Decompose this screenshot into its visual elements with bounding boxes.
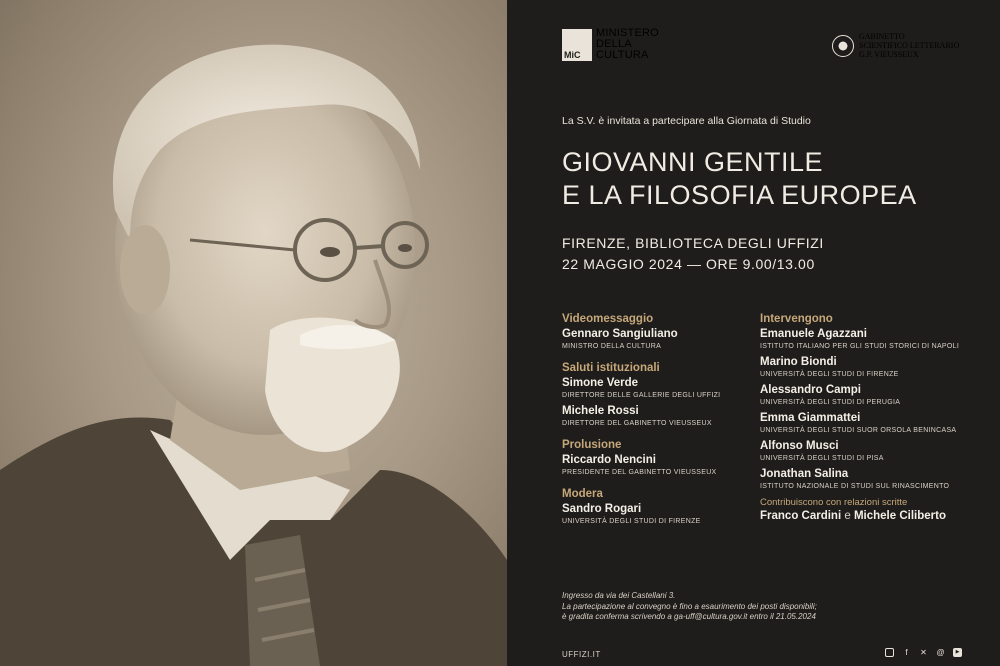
seal-icon [832,35,854,57]
speaker-name: Alessandro Campi [760,384,861,396]
contributor-conjunction: e [844,510,851,522]
mic-badge-text: MiC [564,49,581,60]
speaker-role: ISTITUTO ITALIANO PER GLI STUDI STORICI DI NAPOLI [760,343,960,350]
speaker-name: Emanuele Agazzani [760,328,867,340]
section-label-modera: Modera [562,488,603,500]
section-label-intervengono: Intervengono [760,313,833,325]
speaker-name: Michele Rossi [562,405,639,417]
venue-line: FIRENZE, BIBLIOTECA DEGLI UFFIZI [562,235,824,251]
venue-date [562,233,824,275]
speaker-role: UNIVERSITÀ DEGLI STUDI SUOR ORSOLA BENINCASA [760,427,957,434]
speaker-role: ISTITUTO NAZIONALE DI STUDI SUL RINASCIMENTO [760,483,950,490]
invitation-text: La S.V. è invitata a partecipare alla Giornata di Studio [562,115,811,127]
speaker-role: MINISTRO DELLA CULTURA [562,343,662,350]
ministry-name [596,28,659,61]
speaker-name: Marino Biondi [760,356,837,368]
speaker-name: Gennaro Sangiuliano [562,328,678,340]
website-link[interactable]: UFFIZI.IT [562,650,601,659]
speaker-name: Emma Giammattei [760,412,861,424]
instagram-icon[interactable] [885,648,894,657]
speaker-role: DIRETTORE DELLE GALLERIE DEGLI UFFIZI [562,392,721,399]
speaker-name: Simone Verde [562,377,639,389]
ministry-line-2: DELLA [596,38,632,50]
contributors-label: Contribuiscono con relazioni scritte [760,497,908,508]
title-line-2: E LA FILOSOFIA EUROPEA [562,180,917,210]
section-label-videomessaggio: Videomessaggio [562,313,654,325]
program-left-column [562,312,752,530]
vieusseux-name [859,32,959,59]
speaker-name: Sandro Rogari [562,503,642,515]
speaker-role: UNIVERSITÀ DEGLI STUDI DI FIRENZE [562,518,701,525]
threads-icon[interactable]: @ [936,648,945,657]
vieusseux-line-3: G.P. VIEUSSEUX [859,50,919,59]
note-entrance: Ingresso da via dei Castellani 3. [562,591,676,600]
practical-notes [562,591,882,623]
note-availability: La partecipazione al convegno è fino a esaurimento dei posti disponibili; [562,601,817,611]
facebook-icon[interactable]: f [905,648,908,657]
event-title [562,146,917,212]
speaker-role: UNIVERSITÀ DEGLI STUDI DI PERUGIA [760,399,901,406]
speaker-role: DIRETTORE DEL GABINETTO VIEUSSEUX [562,420,712,427]
youtube-icon[interactable]: ▶ [953,648,962,657]
social-icons [885,648,962,657]
note-rsvp: è gradita conferma scrivendo a ga-uff@cultura.gov.it entro il 21.05.2024 [562,612,816,621]
speaker-name: Alfonso Musci [760,440,839,452]
section-label-prolusione: Prolusione [562,439,622,451]
speaker-role: UNIVERSITÀ DEGLI STUDI DI PISA [760,455,884,462]
contributor-name: Franco Cardini [760,510,842,522]
mic-badge [562,29,592,61]
ministry-line-1: MINISTERO [596,27,659,39]
vieusseux-logo [832,32,959,59]
contributors [760,509,995,524]
ministry-logo [562,28,659,61]
vieusseux-line-1: GABINETTO [859,32,905,41]
ministry-line-3: CULTURA [596,49,649,61]
vieusseux-line-2: SCIENTIFICO LETTERARIO [859,41,960,50]
contributor-name: Michele Ciliberto [853,510,946,522]
date-line: 22 MAGGIO 2024 — ORE 9.00/13.00 [562,256,815,272]
speaker-role: UNIVERSITÀ DEGLI STUDI DI FIRENZE [760,371,899,378]
title-line-1: GIOVANNI GENTILE [562,147,824,177]
program-right-column [760,312,995,524]
speaker-role: PRESIDENTE DEL GABINETTO VIEUSSEUX [562,469,717,476]
x-icon[interactable]: ✕ [920,648,927,657]
speaker-name: Jonathan Salina [760,468,849,480]
section-label-saluti: Saluti istituzionali [562,362,660,374]
speaker-name: Riccardo Nencini [562,454,656,466]
